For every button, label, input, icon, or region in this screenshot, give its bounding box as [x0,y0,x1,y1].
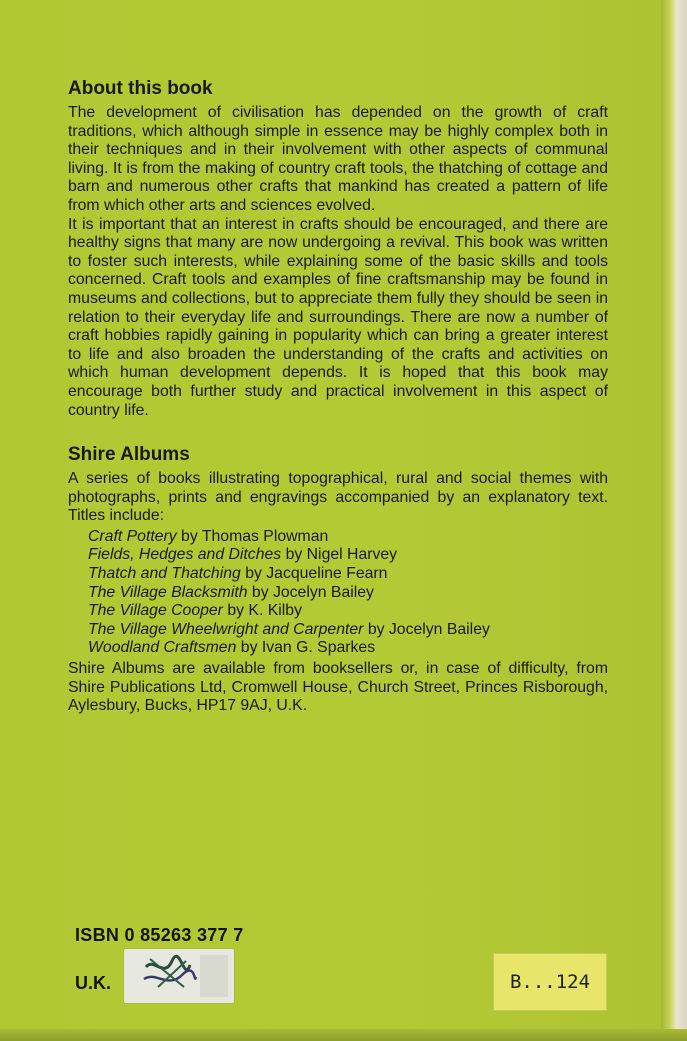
availability-text: Shire Albums are available from booksellers or, in case of difficulty, from Shire Publications Ltd, Cromwell House, Church Street, Princes Risborough, Aylesbury, Bucks, HP17 9AJ, U.K. [68,660,608,715]
book-author: by Jocelyn Bailey [363,620,490,638]
shire-heading: Shire Albums [68,444,190,466]
price-code: B...124 [509,971,591,993]
shire-intro: A series of books illustrating topographical, rural and social themes with photographs, prints and engravings accompanied by an explanatory text. Titles include: [68,470,608,525]
book-title: Woodland Craftsmen [88,639,237,657]
cover-text [68,78,608,716]
list-item [88,621,608,640]
book-author: by K. Kilby [222,602,302,620]
about-heading: About this book [68,78,213,99]
book-author: by Nigel Harvey [281,546,398,564]
list-item [88,602,608,621]
list-item [88,639,608,658]
bottom-edge [0,1029,687,1041]
book-title: Thatch and Thatching [88,565,241,583]
ink-scribble-icon [124,949,234,1003]
about-paragraph-2: It is important that an interest in crafts should be encouraged, and there are healthy signs that many are now undergoing a revival. This book was written to foster such interests, while explaining some of the basic skills and tools concerned. Craft tools and examples of fine craftsmanship may be found in museums and collections, but to appreciate them fully they should be seen in relation to their everyday life and surroundings. There are now a number of craft hobbies rapidly gaining in popularity which can bring a greater interest to life and also broaden the understanding of the crafts and activities on which human development depends. It is hoped that this book may encourage both further study and practical involvement in this aspect of country life. [68,215,608,419]
book-title: The Village Cooper [88,602,223,620]
about-paragraph-1: The development of civilisation has depended on the growth of craft traditions, which although simple in essence may be highly complex both in their techniques and in their involvement with other aspects of communal living. It is from the making of country craft tools, the thatching of cottage and barn and numerous other crafts that mankind has created a pattern of life from which other arts and sciences evolved. [68,104,608,214]
book-title: The Village Blacksmith [88,583,248,601]
list-item [88,565,608,584]
book-author: by Ivan G. Sparkes [236,639,376,657]
list-item [88,528,608,547]
book-author: by Thomas Plowman [176,527,329,545]
market-label: U.K. [75,973,111,993]
price-label [493,953,607,1011]
book-author: by Jacqueline Fearn [240,565,388,583]
book-author: by Jocelyn Bailey [247,583,374,601]
titles-list [88,528,608,658]
shire-albums-section [68,444,608,716]
list-item [88,546,608,565]
list-item [88,584,608,603]
book-title: Craft Pottery [88,527,177,545]
book-title: The Village Wheelwright and Carpenter [88,620,364,638]
torn-price-sticker [124,949,234,1003]
book-title: Fields, Hedges and Ditches [88,546,282,564]
page-edge [661,0,687,1041]
isbn: ISBN 0 85263 377 7 [75,925,244,945]
